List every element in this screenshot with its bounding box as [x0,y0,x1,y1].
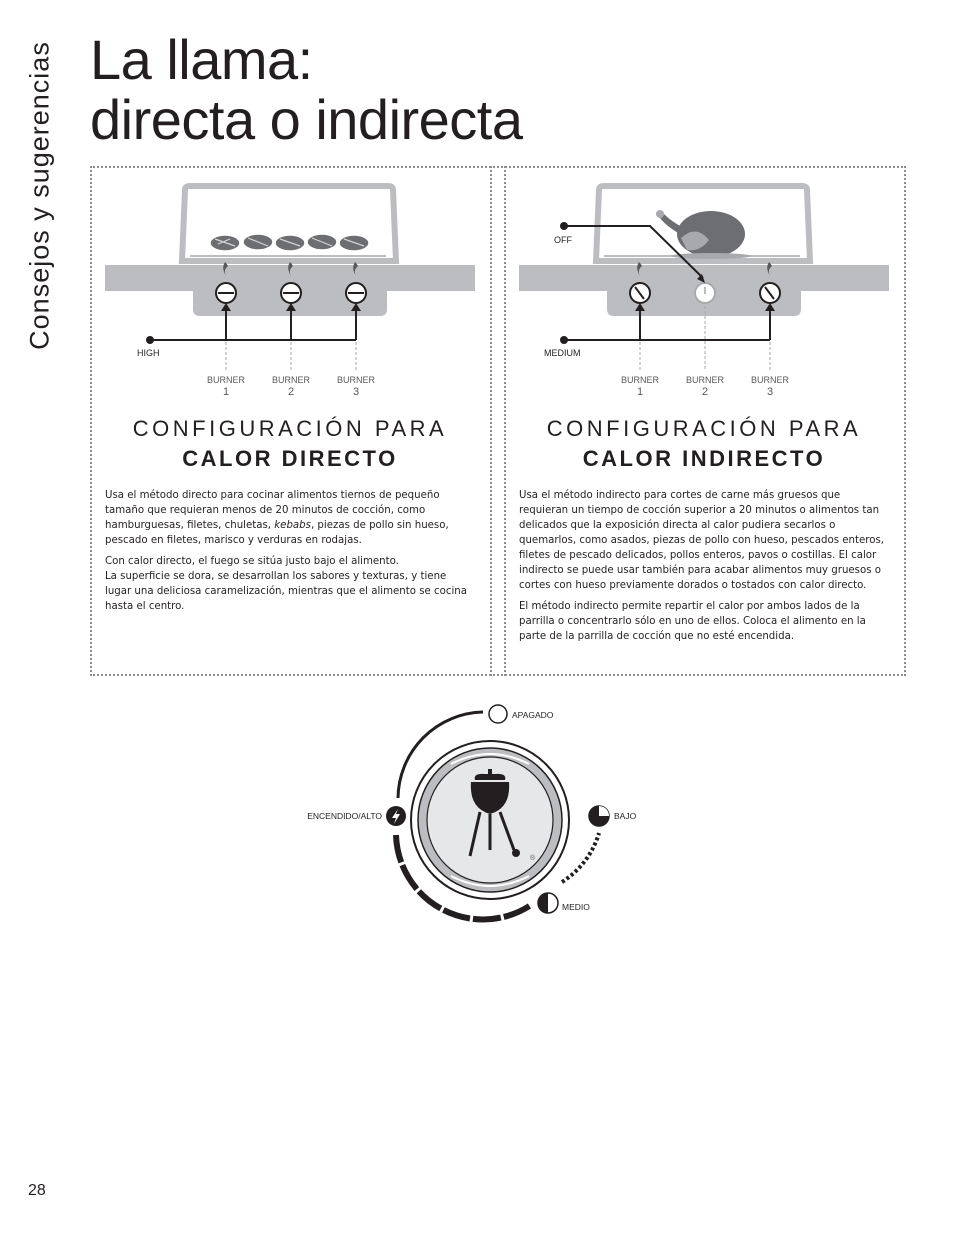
page-title [90,30,523,150]
dial-label-low: BAJO [614,811,637,821]
power-icon [695,283,715,303]
indirect-heat-heading [504,416,904,472]
control-knob-dial [290,700,650,930]
burner-1-label: BURNER [206,375,246,385]
indirect-heading-line-1: CONFIGURACIÓN PARA [546,416,862,441]
direct-paragraph-1a: Usa el método directo para cocinar alimentos tiernos de pequeño tamaño que requieran menos de 20 minutos de cocción, como hamburguesas, filetes, chuletas, [105,490,440,531]
quarter-icon [589,806,609,826]
burner-2-label: BURNER [685,375,725,385]
burner-3-label: BURNER [750,375,790,385]
page-number: 28 [28,1182,46,1199]
direct-heat-heading [90,416,490,472]
page-title-line-1: La llama: [90,28,313,91]
dial-label-off: APAGADO [512,710,554,720]
indirect-paragraph-1: Usa el método indirecto para cortes de carne más gruesos que requieran un tiempo de cocción superior a 20 minutos o alimentos tan delicados que la exposición directa al calor pudiera secarlos o quemarlos, como asados, piezas de pollo con hueso, pescados enteros, filetes de pescado delicados, pollos enteros, pavos o costillas. El calor indirecto se puede usar también para acabar alimentos muy gruesos o cortes con hueso previamente dorados o tostados con calor directo. [519,490,884,591]
direct-paragraph-1b: , piezas de pollo sin hueso, pescado en filetes, marisco y verduras en rodajas. [105,520,449,546]
burner-2-number: 2 [701,386,709,396]
burner-1-number: 1 [222,386,230,396]
half-moon-icon [538,893,558,913]
turkey-icon [656,210,751,259]
indirect-heading-line-2: CALOR INDIRECTO [582,446,826,471]
direct-paragraph-1-em: kebabs [274,520,311,531]
direct-paragraph-1 [105,488,475,548]
control-label-off: OFF [554,235,572,245]
control-label-medium: MEDIUM [544,348,581,358]
direct-paragraph-2a: Con calor directo, el fuego se sitúa justo bajo el alimento. [105,556,399,567]
lightning-icon [386,806,406,826]
sidebar-title: Consejos y sugerencias [24,41,55,350]
dial-label-high: ENCENDIDO/ALTO [307,811,382,821]
indirect-heat-body [519,488,889,650]
dotted-divider-left [490,166,492,676]
burner-3-number: 3 [766,386,774,396]
page-title-line-2: directa o indirecta [90,88,523,151]
burner-2-number: 2 [287,386,295,396]
burner-3-number: 3 [352,386,360,396]
direct-heat-diagram [90,166,490,396]
burner-1-number: 1 [636,386,644,396]
burner-3-label: BURNER [336,375,376,385]
burner-2-label: BURNER [271,375,311,385]
indirect-heat-panel [504,166,906,676]
indirect-paragraph-2: El método indirecto permite repartir el calor por ambos lados de la parrilla o concentrarlo sólo en uno de ellos. Coloca el alimento en la parte de la parrilla de cocción que no esté encendida. [519,601,866,642]
registered-mark: ® [530,855,536,862]
control-label-high: HIGH [137,348,160,358]
direct-paragraph-2 [105,554,475,614]
steak-icon [210,234,369,251]
direct-heat-panel [90,166,490,676]
power-icon [489,705,507,723]
config-panels [90,166,906,676]
dial-label-medium: MEDIO [562,902,590,912]
burner-1-label: BURNER [620,375,660,385]
direct-heading-line-2: CALOR DIRECTO [182,446,398,471]
indirect-heat-diagram [504,166,904,396]
direct-heading-line-1: CONFIGURACIÓN PARA [132,416,448,441]
direct-heat-body [105,488,475,620]
direct-paragraph-2b: La superficie se dora, se desarrollan los sabores y texturas, y tiene lugar una deliciosa caramelización, mientras que el alimento se cocina hasta el centro. [105,571,467,612]
